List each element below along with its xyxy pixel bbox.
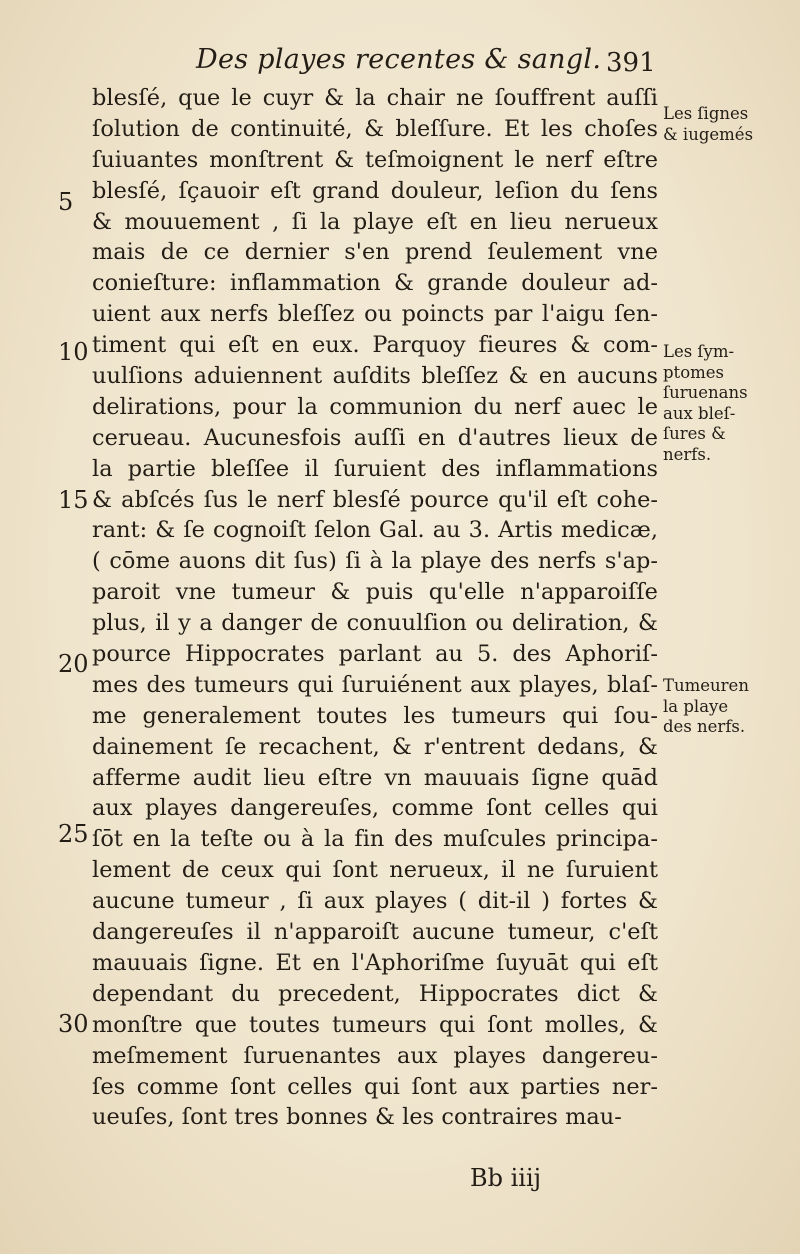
text-line: blesſé, que le cuyr & la chair ne ſouffrent auſſi bbox=[92, 85, 658, 111]
text-line: pource Hippocrates parlant au 5. des Aphoriſ- bbox=[92, 641, 658, 668]
text-line: & abſcés ſus le nerf blesſé pource qu'il eſt cohe- bbox=[92, 486, 658, 513]
line-number: 25 bbox=[58, 820, 89, 848]
body-text bbox=[92, 83, 658, 1133]
text-line: ( cōme auons dit ſus) ſi à la playe des nerfs s'ap- bbox=[92, 548, 658, 575]
text-line: rant: & ſe cognoiſt ſelon Gal. au 3. Artis medicæ, bbox=[92, 517, 658, 544]
text-line: & mouuement , ſi la playe eſt en lieu nerueux bbox=[92, 208, 658, 235]
text-line: mais de ce dernier s'en prend ſeulement vne bbox=[92, 239, 658, 266]
text-line: ſes comme ſont celles qui ſont aux parties ner- bbox=[92, 1073, 658, 1100]
text-line: la partie bleſſee il ſuruient des inflammations bbox=[92, 455, 658, 482]
margin-note-line: Les ſignes bbox=[663, 104, 749, 123]
text-line: plus, il y a danger de conuulſion ou deliration, & bbox=[92, 610, 658, 637]
line-number: 5 bbox=[58, 188, 74, 216]
text-line: dependant du precedent, Hippocrates dict & bbox=[92, 980, 658, 1007]
text-line: aucune tumeur , ſi aux playes ( dit-il ) fortes & bbox=[92, 888, 658, 915]
text-line: paroit vne tumeur & puis qu'elle n'apparoiſſe bbox=[92, 579, 658, 606]
text-line: monſtre que toutes tumeurs qui ſont molles, & bbox=[92, 1011, 658, 1038]
text-line: timent qui eſt en eux. Parquoy fieures & com- bbox=[92, 332, 658, 359]
text-line: meſmement ſuruenantes aux playes dangereu- bbox=[92, 1042, 658, 1069]
text-line: uulſions aduiennent auſdits bleſſez & en aucuns bbox=[92, 363, 658, 390]
text-line: cerueau. Aucunesfois auſſi en d'autres lieux de bbox=[92, 424, 658, 451]
line-number: 15 bbox=[58, 486, 89, 514]
running-title: Des playes recentes & sangl. bbox=[196, 44, 602, 75]
line-number: 20 bbox=[58, 650, 89, 678]
margin-note-line: nerfs. bbox=[663, 444, 712, 464]
margin-note-signes bbox=[663, 104, 800, 145]
text-line: mauuais ſigne. Et en l'Aphoriſme ſuyuāt qui eſt bbox=[92, 949, 658, 976]
margin-note-line: ſures & bbox=[663, 424, 726, 443]
text-line: conieſture: inflammation & grande douleur ad- bbox=[92, 270, 658, 297]
text-line: ueuſes, ſont tres bonnes & les contraires mau- bbox=[92, 1104, 622, 1131]
page-number: 391 bbox=[606, 48, 656, 78]
margin-note-line: Les ſym- bbox=[663, 342, 735, 361]
margin-note-line: des nerfs. bbox=[663, 717, 746, 736]
text-line: aux playes dangereuſes, comme ſont celles qui bbox=[92, 795, 658, 822]
margin-note-line: aux bleſ- bbox=[663, 403, 736, 423]
text-line: lement de ceux qui ſont nerueux, il ne ſuruient bbox=[92, 857, 658, 884]
margin-note-line: la playe bbox=[663, 696, 729, 716]
text-line: delirations, pour la communion du nerf auec le bbox=[92, 393, 658, 420]
text-line: mes des tumeurs qui ſuruiénent aux playes, blaſ- bbox=[92, 671, 658, 698]
margin-note-symptomes bbox=[663, 342, 800, 465]
text-line: ſolution de continuité, & bleſſure. Et les choſes bbox=[92, 115, 658, 142]
text-line: me generalement toutes les tumeurs qui ſou- bbox=[92, 702, 658, 729]
line-number: 30 bbox=[58, 1010, 89, 1038]
text-line: dangereuſes il n'apparoiſt aucune tumeur, c'eſt bbox=[92, 919, 658, 946]
page-header bbox=[196, 44, 656, 84]
margin-note-line: Tumeuren bbox=[663, 676, 749, 695]
margin-note-line: & iugemés bbox=[663, 124, 754, 144]
margin-note-line: ptomes bbox=[663, 362, 725, 382]
text-line: ſōt en la teſte ou à la fin des muſcules principa- bbox=[92, 826, 658, 853]
line-number: 10 bbox=[58, 338, 89, 366]
text-line: uient aux nerfs bleſſez ou poincts par l'aigu ſen- bbox=[92, 301, 658, 328]
text-line: afferme audit lieu eſtre vn mauuais ſigne quād bbox=[92, 764, 658, 791]
text-line: ſuiuantes monſtrent & teſmoignent le nerf eſtre bbox=[92, 146, 658, 173]
text-line: dainement ſe recachent, & r'entrent dedans, & bbox=[92, 733, 658, 760]
text-line: blesſé, ſçauoir eſt grand douleur, leſion du ſens bbox=[92, 177, 658, 204]
signature-mark: Bb iiij bbox=[470, 1164, 542, 1192]
margin-note-tumeur bbox=[663, 676, 800, 738]
margin-note-line: ſuruenans bbox=[663, 383, 748, 402]
